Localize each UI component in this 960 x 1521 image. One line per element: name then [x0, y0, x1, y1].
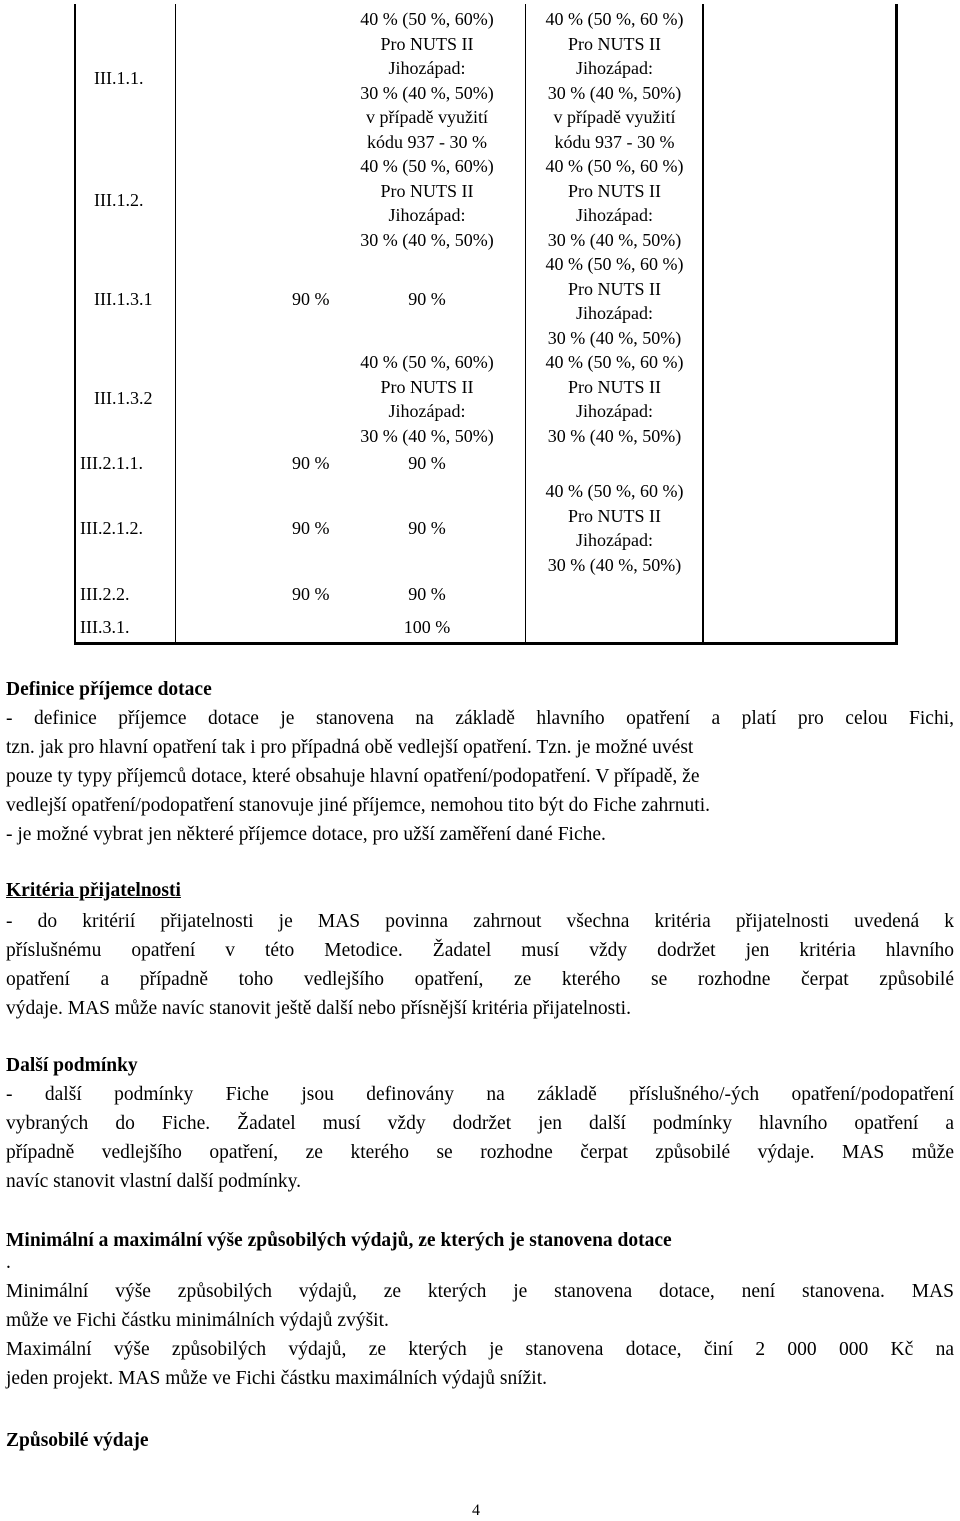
rate-cell-level2: 90 %	[292, 584, 330, 604]
paragraph-dalsi: - další podmínky Fiche jsou definovány na základě příslušného/-ých opatření/podopatření vybraných do Fiche. Žadatel musí vždy dodržet jen další podmínky hlavního opatření a případně vedlejšího opatření, ze kterého se rozhodne čerpat způsobilé výdaje. MAS může navíc stanovit vlastní další podmínky.	[6, 1084, 954, 1192]
paragraph-vyse: Minimální výše způsobilých výdajů, ze kterých je stanovena dotace, není stanovena. MAS může ve Fichi částku minimálních výdajů zvýšit. Maximální výše způsobilých výdajů, ze kterých je stanovena dotace, činí 2 000 000 Kč na jeden projekt. MAS může ve Fichi částku maximálních výdajů snížit.	[6, 1281, 954, 1389]
section-dot: .	[6, 1252, 11, 1273]
row-code: III.2.1.2.	[80, 518, 143, 538]
rate-cell-level2: 90 %	[292, 518, 330, 538]
rate-cell-middle: 90 %	[408, 518, 446, 538]
rate-cell-right: 40 % (50 %, 60 %) Pro NUTS II Jihozápad: 30 % (40 %, 50%)	[545, 481, 684, 575]
paragraph-kriteria: - do kritérií přijatelnosti je MAS povinna zahrnout všechna kritéria přijatelnosti uvedená k příslušnému opatření v této Metodice. Žadatel musí vždy dodržet jen kritéria hlavního opatření a případně toho vedlejšího opatření, ze kterého se rozhodne čerpat způsobilé výdaje. MAS může navíc stanovit ještě další nebo přísnější kritéria přijatelnosti.	[6, 911, 954, 1019]
rate-cell-middle: 90 %	[408, 584, 446, 604]
paragraph-definice: - definice příjemce dotace je stanovena na základě hlavního opatření a platí pro celou Fichi, tzn. jak pro hlavní opatření tak i pro případná obě vedlejší opatření. Tzn. je možné uvést pouze ty typy příjemců dotace, které obsahuje hlavní opatření/podopatření. V případě, že vedlejší opatření/podopatření stanovuje jiné příjemce, nemohou tito být do Fiche zahrnuti. - je možné vybrat jen některé příjemce dotace, pro užší zaměření dané Fiche.	[6, 708, 954, 845]
aid-rate-table	[74, 4, 898, 645]
section-heading-vyse: Minimální a maximální výše způsobilých výdajů, ze kterých je stanovena dotace	[6, 1230, 672, 1251]
row-code: III.1.3.1	[94, 289, 153, 309]
rate-cell-middle: 90 %	[408, 453, 446, 473]
rate-cell-middle: 90 %	[408, 289, 446, 309]
section-heading-kriteria: Kritéria přijatelnosti	[6, 880, 181, 901]
rate-cell-level2: 90 %	[292, 453, 330, 473]
section-heading-dalsi: Další podmínky	[6, 1055, 138, 1076]
rate-cell-right: 40 % (50 %, 60 %) Pro NUTS II Jihozápad: 30 % (40 %, 50%)	[545, 156, 684, 250]
row-code: III.1.2.	[94, 190, 144, 210]
rate-cell-right: 40 % (50 %, 60 %) Pro NUTS II Jihozápad: 30 % (40 %, 50%)	[545, 352, 684, 446]
section-heading-zpusobile: Způsobilé výdaje	[6, 1430, 149, 1451]
rate-cell-middle: 40 % (50 %, 60%) Pro NUTS II Jihozápad: 30 % (40 %, 50%)	[360, 156, 494, 250]
rate-cell-middle: 40 % (50 %, 60%) Pro NUTS II Jihozápad: 30 % (40 %, 50%)	[360, 352, 494, 446]
table-border-left	[74, 4, 76, 642]
rate-cell-right: 40 % (50 %, 60 %) Pro NUTS II Jihozápad: 30 % (40 %, 50%) v případě využití kódu 937 - 30 %	[545, 9, 684, 152]
table-border-right	[895, 4, 898, 642]
row-code: III.3.1.	[80, 617, 130, 637]
table-divider-1	[175, 4, 176, 642]
rate-cell-level2: 90 %	[292, 289, 330, 309]
row-code: III.1.1.	[94, 68, 144, 88]
row-code: III.1.3.2	[94, 388, 153, 408]
rate-cell-right: 40 % (50 %, 60 %) Pro NUTS II Jihozápad: 30 % (40 %, 50%)	[545, 254, 684, 348]
section-heading-definice: Definice příjemce dotace	[6, 679, 212, 700]
page-number: 4	[472, 1502, 480, 1519]
row-code: III.2.2.	[80, 584, 130, 604]
rate-cell-middle: 100 %	[403, 617, 451, 637]
row-code: III.2.1.1.	[80, 453, 143, 473]
rate-cell-middle: 40 % (50 %, 60%) Pro NUTS II Jihozápad: 30 % (40 %, 50%) v případě využití kódu 937 - 30 %	[360, 9, 494, 152]
